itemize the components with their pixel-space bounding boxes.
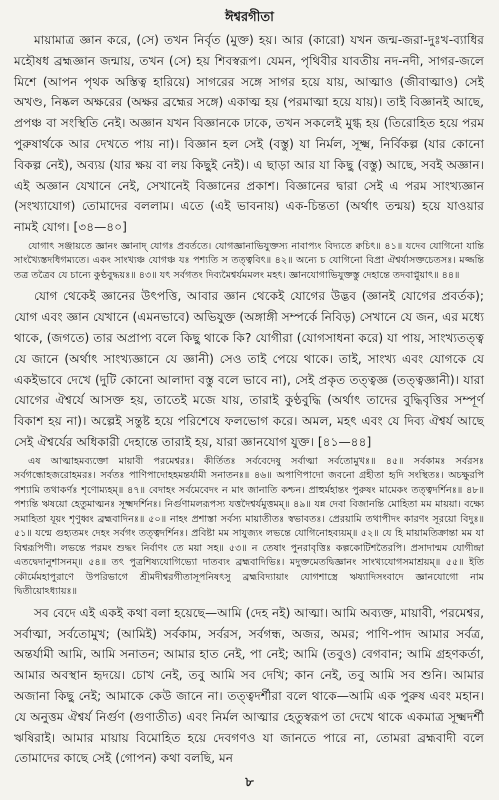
translation-paragraph: সব বেদে এই একই কথা বলা হয়েছে—আমি (দেহ নই) আত্মা। আমি অব্যক্ত, মায়াবী, পরমেশ্বর, সর্বাত্মা, সর্বতোমুখ; (আমিই) সর্বকাম, সর্বরস, সর্বগন্ধ, অজর, অমর; পাণি-পাদ আমার সর্বত্র, অন্তর্যামী আমি, আমি সনাতন; আমার হাত নেই, পা নেই; আমি (তবুও) বেগবান; আমি গ্রহণকর্তা, আমার অবস্থান হৃদয়ে। চোখ নেই, তবু আমি সব দেখি; কান নেই, তবু আমি সব শুনি। আমার অজানা কিছু নেই; আমাকে কেউ জানে না। তত্ত্বদর্শীরা বলে থাকে—আমি এক পুরুষ এবং মহান। যে অনুত্তম ঐশ্বর্য নির্গুণ (গুণাতীত) এবং নির্মল আত্মার হেতুস্বরূপ তা দেখে থাকে একমাত্র সূক্ষ্মদর্শী ঋষিরাই। আমার মায়ায় বিমোহিত হয়ে দেবগণও যা জানতে পারে না, তোমরা ব্রহ্মবাদী বলে তোমাদের কাছে সেই (গোপন) কথা বলছি, মন bbox=[14, 605, 484, 766]
page-number: ৮ bbox=[245, 775, 254, 790]
sloka-block: যোগাৎ সঞ্জায়তে জ্ঞানং জ্ঞানাদ্ যোগঃ প্রবর্ততে। যোগজ্ঞানাভিযুক্তস্য নাবাপ্যং বিদ্যতে ক্বচিৎ॥ ৪১॥ যদেব যোগিনো যান্তি সাংখ্যৈস্তদধিগম্যতে। একং সাংখ্যঞ্চ যোগঞ্চ যঃ পশ্যতি স তত্ত্ববিৎ॥ ৪২॥ অন্যে চ যোগিনো বিপ্রা ঐশ্বর্যাসক্তচেতসঃ। মজ্জন্তি তত্র তত্রৈব যে চান্যে কুণ্ঠবুদ্ধয়ঃ॥ ৪৩॥ যৎ সর্বগতং দিব্যমৈশ্বর্যমমলং মহৎ। জ্ঞানযোগাভিযুক্তস্তু দেহান্তে তদবাপ্নুয়াৎ॥ ৪৪॥ bbox=[14, 240, 484, 281]
translation-paragraph: যোগ থেকেই জ্ঞানের উৎপত্তি, আবার জ্ঞান থেকেই যোগের উদ্ভব (জ্ঞানই যোগের প্রবর্তক); যোগ এবং জ্ঞান যেখানে (এমনভাবে) অভিযুক্ত (অঙ্গাঙ্গী সম্পর্কে নিবিড়) সেখানে যে জন, এর মধ্যে থাকে, (জগতে) তার অপ্রাপ্য বলে কিছু থাকে কি? যোগীরা (যোগসাধনা করে) যা পায়, সাংখ্যতত্ত্ব যে জানে (অর্থাৎ সাংখ্যজ্ঞানে যে জ্ঞানী) সেও তাই পেয়ে থাকে। তাই, সাংখ্য এবং যোগকে যে একইভাবে দেখে (দুটি কোনো আলাদা বস্তু বলে ভাবে না), সেই প্রকৃত তত্ত্বজ্ঞ (তত্ত্বজ্ঞানী)। যারা যোগের ঐশ্বর্যে আসক্ত হয়, তাতেই মজে যায়, তারাই কুণ্ঠবুদ্ধি (অর্থাৎ তাদের বুদ্ধিবৃত্তির সম্পূর্ণ বিকাশ হয় না)। অল্পেই সন্তুষ্ট হয়ে পরিশেষে ফলভোগ করে। অমল, মহৎ এবং যে দিব্য ঐশ্বর্য আছে সেই ঐশ্বর্যের অধিকারী দেহান্তে তারাই হয়, যারা জ্ঞানযোগ যুক্ত। [৪১—৪৪] bbox=[14, 289, 484, 450]
page-body bbox=[14, 30, 484, 771]
translation-paragraph: মায়ামাত্র জ্ঞান করে, (সে) তখন নির্বৃত (মুক্ত) হয়। আর (কারো) যখন জন্ম-জরা-দুঃখ-ব্যাধির মহৌষধ ব্রহ্মজ্ঞান জন্মায়, তখন (সে) হয় শিবস্বরূপ। যেমন, পৃথিবীর যাবতীয় নদ-নদী, সাগর-জলে মিশে (আপন পৃথক অস্তিত্ব হারিয়ে) সাগরের সঙ্গে সাগর হয়ে যায়, আত্মাও (জীবাত্মাও) সেই অখণ্ড, নিষ্কল অক্ষরের (অক্ষর ব্রহ্মের সঙ্গে) একাত্ম হয় (পরমাত্মা হয়ে যায়)। তাই বিজ্ঞানই আছে, প্রপঞ্চ বা সংস্থিতি নেই। অজ্ঞান যখন বিজ্ঞানকে ঢাকে, তখন সকলেই মুগ্ধ হয় (তিরোহিত হয়ে পরম পুরুষার্থকে আর দেখতে পায় না)। বিজ্ঞান হল সেই (বস্তু) যা নির্মল, সূক্ষ্ম, নির্বিকল্প (যার কোনো বিকল্প নেই), অব্যয় (যার ক্ষয় বা লয় কিছুই নেই)। এ ছাড়া আর যা কিছু (বস্তু) আছে, সবই অজ্ঞান। এই অজ্ঞান যেখানে নেই, সেখানেই বিজ্ঞানের প্রকাশ। বিজ্ঞানের দ্বারা সেই এ পরম সাংখ্যজ্ঞান (সংখ্যাযোগ) তোমাদের বললাম। এতে (এই ভাবনায়) এক-চিন্ততা (অর্থাৎ তন্ময়) হয়ে যাওয়ার নামই যোগ। [৩৪—৪০] bbox=[14, 33, 484, 235]
running-head: ঈশ্বরগীতা bbox=[225, 10, 274, 25]
sloka-block: এষ আত্মাহমব্যক্তো মায়াবী পরমেশ্বরঃ। কীর্তিতঃ সর্ববেদেষু সর্বাত্মা সর্বতোমুখঃ॥ ৪৫॥ সর্বকামঃ সর্বরসঃ সর্বগন্ধোহজরোহমরঃ। সর্বতঃ পাণিপাদোহহমন্তর্যামী সনাতনঃ॥ ৪৬॥ অপাণিপাদো জবনো গ্রহীতা হৃদি সংস্থিতঃ। অচক্ষুরপি পশ্যামি তথাকর্ণঃ শৃণোম্যহম্॥ ৪৭॥ বেদাহং সর্বমেবেদং ন মাং জানাতি কশ্চন। প্রাহুর্মহান্তং পুরুষং মামেকং তত্ত্বদর্শিনঃ॥ ৪৮॥ পশ্যন্তি ঋষয়ো হেতুমাত্মনঃ সূক্ষ্মদর্শিনঃ। নির্গুণামলরূপস্য যত্তদৈশ্বর্যমুত্তমম্॥ ৪৯॥ যন্ন দেবা বিজানন্তি মোহিতা মম মায়য়া। বক্ষ্যে সমাহিতা যূয়ং শৃণুধ্বং ব্রহ্মবাদিনঃ॥ ৫০॥ নাহং প্রশাস্তা সর্বস্য মায়াতীতঃ স্বভাবতঃ। প্রেরয়ামি তথাপীদং কারণং সূরয়ো বিদুঃ॥ ৫১॥ যন্মে গুহ্যতমং দেহং সর্বগং তত্ত্বদর্শিনঃ। প্রবিষ্টা মম সাযুজ্যং লভন্তে যোগিনোহব্যয়ম্॥ ৫২॥ যে হি মায়ামতিক্রান্তা মম যা বিশ্বরূপিণী। লভন্তে পরমং শুদ্ধং নির্বাণং তে ময়া সহ॥ ৫৩॥ ন তেষাং পুনরাবৃত্তিঃ কল্পকোটিশতৈরপি। প্রসাদান্মম যোগীন্দ্রা এতদ্বেদানুশাসনম্॥ ৫৪॥ তৎ পুত্রশিষ্যযোগিভ্যো দাতব্যং ব্রহ্মবাদিভিঃ। মদুক্তমেতদ্বিজ্ঞানং সাংখ্যযোগসমাশ্রয়ম্॥ ৫৫॥ ইতি কৌর্মেমহাপুরাণে উপরিভাগে শ্রীমদীশ্বরগীতাসূপনিষৎসু ব্রহ্মবিদ্যায়াং যোগশাস্ত্রে ঋষ্যাদিসংবাদে জ্ঞানযোগো নাম দ্বিতীয়োঽধ্যায়ঃ॥ bbox=[14, 455, 484, 598]
